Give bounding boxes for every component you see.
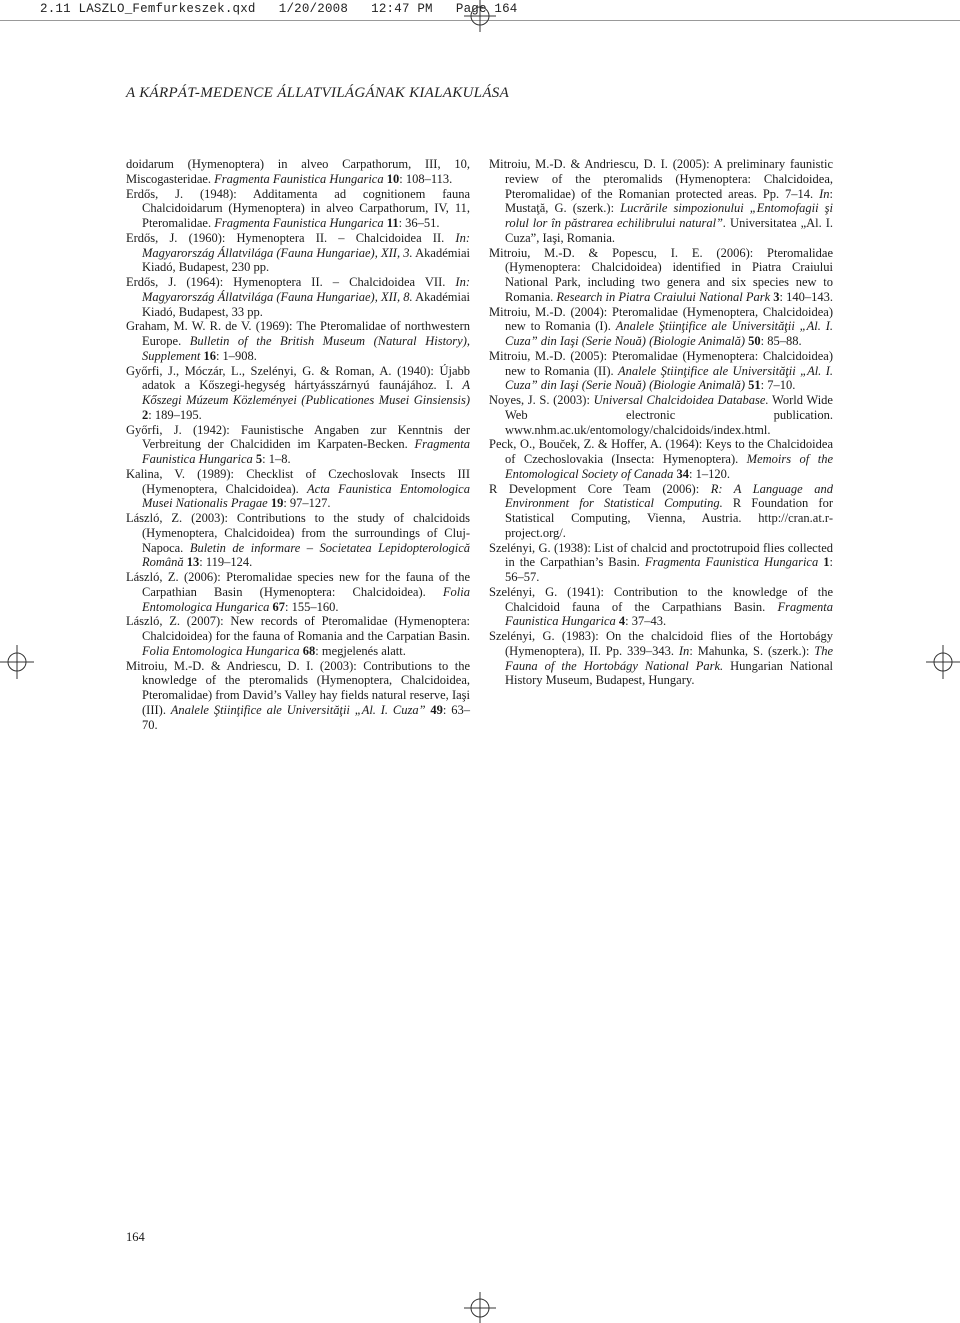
reference-text: : 155–160. [285, 599, 339, 614]
reference-volume: 16 [203, 348, 216, 363]
page-number: 164 [126, 1230, 145, 1244]
reference-entry [126, 157, 470, 187]
reference-title-italic: Fragmenta Faunistica Hungarica [644, 555, 819, 570]
reference-text: Mitroiu, M.-D. & Andriescu, D. I. (2003): Contributions to the knowledge of the pteromalids (Hymenoptera, Chalcidoidea, Pteromalidae) from David’s Valley hay fields natural reserve, Iaşi (III). [126, 658, 470, 717]
reference-text: : 189–195. [148, 407, 202, 422]
reference-text: Győrfi, J., Móczár, L., Szelényi, G. & Roman, A. (1940): Újabb adatok a Kőszegi-hegység hártyásszárnyú faunájához. I. [126, 363, 470, 393]
running-head: A KÁRPÁT-MEDENCE ÁLLATVILÁGÁNAK KIALAKULÁSA [126, 85, 510, 101]
reference-title-italic: Memoirs of the Entomological Society of Canada [505, 452, 833, 481]
reference-volume: 4 [618, 614, 626, 629]
reference-entry [126, 511, 470, 570]
reference-entry [489, 482, 833, 541]
reference-volume: 34 [676, 466, 690, 481]
reference-entry [126, 231, 470, 275]
reference-volume: 67 [272, 599, 286, 614]
reference-entry [126, 659, 470, 733]
reference-title-italic: In: Magyarország Állatvilága (Fauna Hungariae), XII, 3. [142, 230, 470, 260]
reference-text: : 1–908. [215, 348, 257, 363]
reference-title-italic: Folia Entomologica Hungarica [142, 643, 300, 658]
reference-text: : 36–51. [398, 216, 440, 230]
reference-text: Kalina, V. (1989): Checklist of Czechoslovak Insects III (Hymenoptera, Chalcidoidea). [126, 466, 470, 496]
reference-volume: 5 [255, 452, 263, 466]
reference-text: László, Z. (2006): Pteromalidae species new for the fauna of the Carpathian Basin (Hymenoptera: Chalcidoidea). [126, 570, 470, 599]
reference-entry [126, 423, 470, 467]
reference-entry [489, 585, 833, 629]
reference-title-italic: Analele Ştiinţifice ale Universităţii „Al. I. Cuza” [170, 702, 426, 717]
reference-text: Mitroiu, M.-D. & Andriescu, D. I. (2005): A preliminary faunistic review of the pteromalids (Hymenoptera: Chalcidoidea, Pteromalidae) of the Romanian protected areas. Pp. 7–14. [489, 157, 833, 201]
reference-text: Universitatea „Al. I. Cuza”, Iaşi, Romania. [505, 216, 833, 245]
reference-entry [126, 614, 470, 658]
reference-entry [489, 246, 833, 305]
reference-text: Akadémiai Kiadó, Budapest, 230 pp. [142, 245, 470, 275]
reference-text: Erdős, J. (1948): Additamenta ad cognitionem fauna Chalcidoidarum (Hymenoptera) in alveo Carpathorum, IV, 11, Pteromalidae. [126, 186, 470, 230]
registration-mark-right [926, 645, 960, 679]
reference-text: Győrfi, J. (1942): Faunistische Angaben zur Kenntnis der Verbreitung der Chalcididen im Karpaten-Becken. [126, 422, 470, 452]
reference-title-italic: In: Magyarország Állatvilága (Fauna Hungariae), XII, 8. [142, 275, 470, 304]
reference-text: Mitroiu, M.-D. (2004): Pteromalidae (Hymenoptera, Chalcidoidea) new to Romania (I). [489, 304, 833, 334]
reference-text: : 97–127. [283, 496, 331, 511]
reference-text: World Wide Web electronic publication. www.nhm.ac.uk/entomology/chalcidoids/index.html. [505, 393, 833, 437]
reference-title-italic: Acta Faunistica Entomologica Musei Nationalis Pragae [142, 481, 470, 511]
reference-volume: 13 [186, 555, 200, 570]
reference-volume: 68 [302, 643, 316, 658]
reference-text: : megjelenés alatt. [315, 643, 406, 658]
reference-title-italic: Research in Piatra Craiului National Park [556, 289, 771, 304]
reference-text: : 1–8. [262, 452, 291, 466]
reference-volume: 1 [823, 555, 830, 570]
reference-title-italic: The Fauna of the Hortobágy National Park. [505, 643, 833, 673]
reference-entry [126, 467, 470, 511]
reference-title-italic: Analele Ştiinţifice ale Universităţii „Al. I. Cuza” din Iaşi (Serie Nouă) (Biologie Animală) [505, 363, 833, 393]
reference-text: : 119–124. [199, 555, 253, 570]
reference-entry [126, 570, 470, 614]
reference-text: Graham, M. W. R. de V. (1969): The Pteromalidae of northwestern Europe. [126, 319, 470, 348]
reference-text: R Development Core Team (2006): [489, 481, 711, 496]
reference-entry [489, 629, 833, 688]
reference-entry [126, 187, 470, 231]
registration-mark-bottom [464, 1292, 496, 1323]
references-right-column [489, 157, 833, 688]
reference-text: doidarum (Hymenoptera) in alveo Carpathorum, III, 10, Miscogasteridae. [126, 157, 470, 186]
registration-mark-top [464, 0, 496, 32]
reference-text: : 56–57. [505, 555, 833, 584]
reference-title-italic: Fragmenta Faunistica Hungarica [214, 216, 384, 230]
reference-volume: 19 [270, 496, 284, 511]
reference-volume: 2 [142, 407, 149, 422]
reference-text: Erdős, J. (1964): Hymenoptera II. – Chalcidoidea VII. [126, 275, 456, 289]
reference-volume: 49 [430, 702, 443, 717]
printer-slug: 2.11 LASZLO_Femfurkeszek.qxd 1/20/2008 12:47 PM Page 164 [40, 2, 518, 16]
reference-entry [126, 275, 470, 319]
reference-text: Hungarian National History Museum, Budapest, Hungary. [505, 658, 833, 688]
reference-text: : 7–10. [760, 378, 796, 393]
reference-text: : 140–143. [779, 289, 834, 304]
reference-text: László, Z. (2007): New records of Pteromalidae (Hymenoptera: Chalcidoidea) for the fauna of Romania and the Carpatian Basin. [126, 614, 470, 643]
reference-entry [489, 349, 833, 393]
reference-text: : 37–43. [625, 614, 667, 629]
reference-entry [489, 437, 833, 481]
reference-entry [489, 393, 833, 437]
reference-text: László, Z. (2003): Contributions to the study of chalcidoids (Hymenoptera, Chalcidoidea) from the surroundings of Cluj-Napoca. [126, 511, 470, 555]
reference-entry [489, 541, 833, 585]
reference-title-italic: Analele Ştiinţifice ale Universităţii „Al. I. Cuza” din Iaşi (Serie Nouă) (Biologie Animală) [505, 319, 833, 348]
reference-title-italic: Fragmenta Faunistica Hungarica [505, 599, 833, 629]
reference-entry [126, 319, 470, 363]
reference-text: Mitroiu, M.-D. (2005): Pteromalidae (Hymenoptera: Chalcidoidea) new to Romania (II). [489, 348, 833, 378]
reference-title-italic: In [819, 186, 830, 201]
reference-text: : 1–120. [689, 466, 730, 481]
registration-mark-left [0, 645, 34, 679]
reference-title-italic: A Kőszegi Múzeum Közleményei (Publicationes Musei Ginsiensis) [142, 378, 470, 407]
reference-volume: 51 [748, 378, 761, 393]
reference-title-italic: Lucrările simpozionului „Entomofagii şi rolul lor în păstrarea echilibrului natural”. [505, 201, 833, 230]
reference-title-italic: Buletin de informare – Societatea Lepidopterologică Română [142, 540, 471, 570]
reference-text: Szelényi, G. (1983): On the chalcidoid flies of the Hortobágy (Hymenoptera), II. Pp. 339–343. [489, 629, 833, 658]
reference-text: : 108–113. [399, 171, 453, 186]
reference-entry [489, 157, 833, 246]
reference-text: : Mahunka, S. (szerk.): [689, 643, 815, 658]
reference-entry [126, 364, 470, 423]
reference-volume: 10 [386, 171, 400, 186]
reference-text: Akadémiai Kiadó, Budapest, 33 pp. [142, 289, 470, 319]
reference-text: : Mustaţă, G. (szerk.): [505, 186, 833, 216]
reference-text: Peck, O., Bouček, Z. & Hoffer, A. (1964): Keys to the Chalcidoidea of Czechoslovakia (Insecta: Hymenoptera). [489, 437, 833, 466]
reference-text: : 85–88. [760, 334, 802, 348]
reference-text: Noyes, J. S. (2003): [489, 393, 594, 407]
reference-text: Erdős, J. (1960): Hymenoptera II. – Chalcidoidea II. [126, 230, 456, 245]
reference-title-italic: Fragmenta Faunistica Hungarica [214, 171, 384, 186]
reference-entry [489, 305, 833, 349]
reference-text: Mitroiu, M.-D. & Popescu, I. E. (2006): Pteromalidae (Hymenoptera: Chalcidoidea) identified in Piatra Craiului National Park, including two genera and six species new to Romania. [489, 245, 833, 304]
reference-text: Szelényi, G. (1938): List of chalcid and proctotrupoid flies collected in the Carpathian’s Basin. [489, 540, 833, 570]
reference-volume: 50 [748, 334, 761, 348]
reference-text: R Foundation for Statistical Computing, Vienna, Austria. http://cran.at.r-project.org/. [505, 496, 833, 540]
reference-volume: 11 [386, 216, 399, 230]
reference-text: : 63–70. [142, 702, 470, 732]
reference-volume: 3 [773, 289, 780, 304]
reference-title-italic: Fragmenta Faunistica Hungarica [142, 437, 470, 466]
reference-text: Szelényi, G. (1941): Contribution to the knowledge of the Chalcidoid fauna of the Carpathians Basin. [489, 584, 833, 614]
references-left-column [126, 157, 470, 732]
reference-title-italic: R: A Language and Environment for Statistical Computing. [505, 481, 833, 511]
reference-title-italic: Universal Chalcidoidea Database. [593, 393, 769, 407]
reference-title-italic: Bulletin of the British Museum (Natural History), Supplement [142, 334, 470, 363]
reference-title-italic: In [678, 643, 690, 658]
reference-title-italic: Folia Entomologica Hungarica [142, 584, 470, 614]
